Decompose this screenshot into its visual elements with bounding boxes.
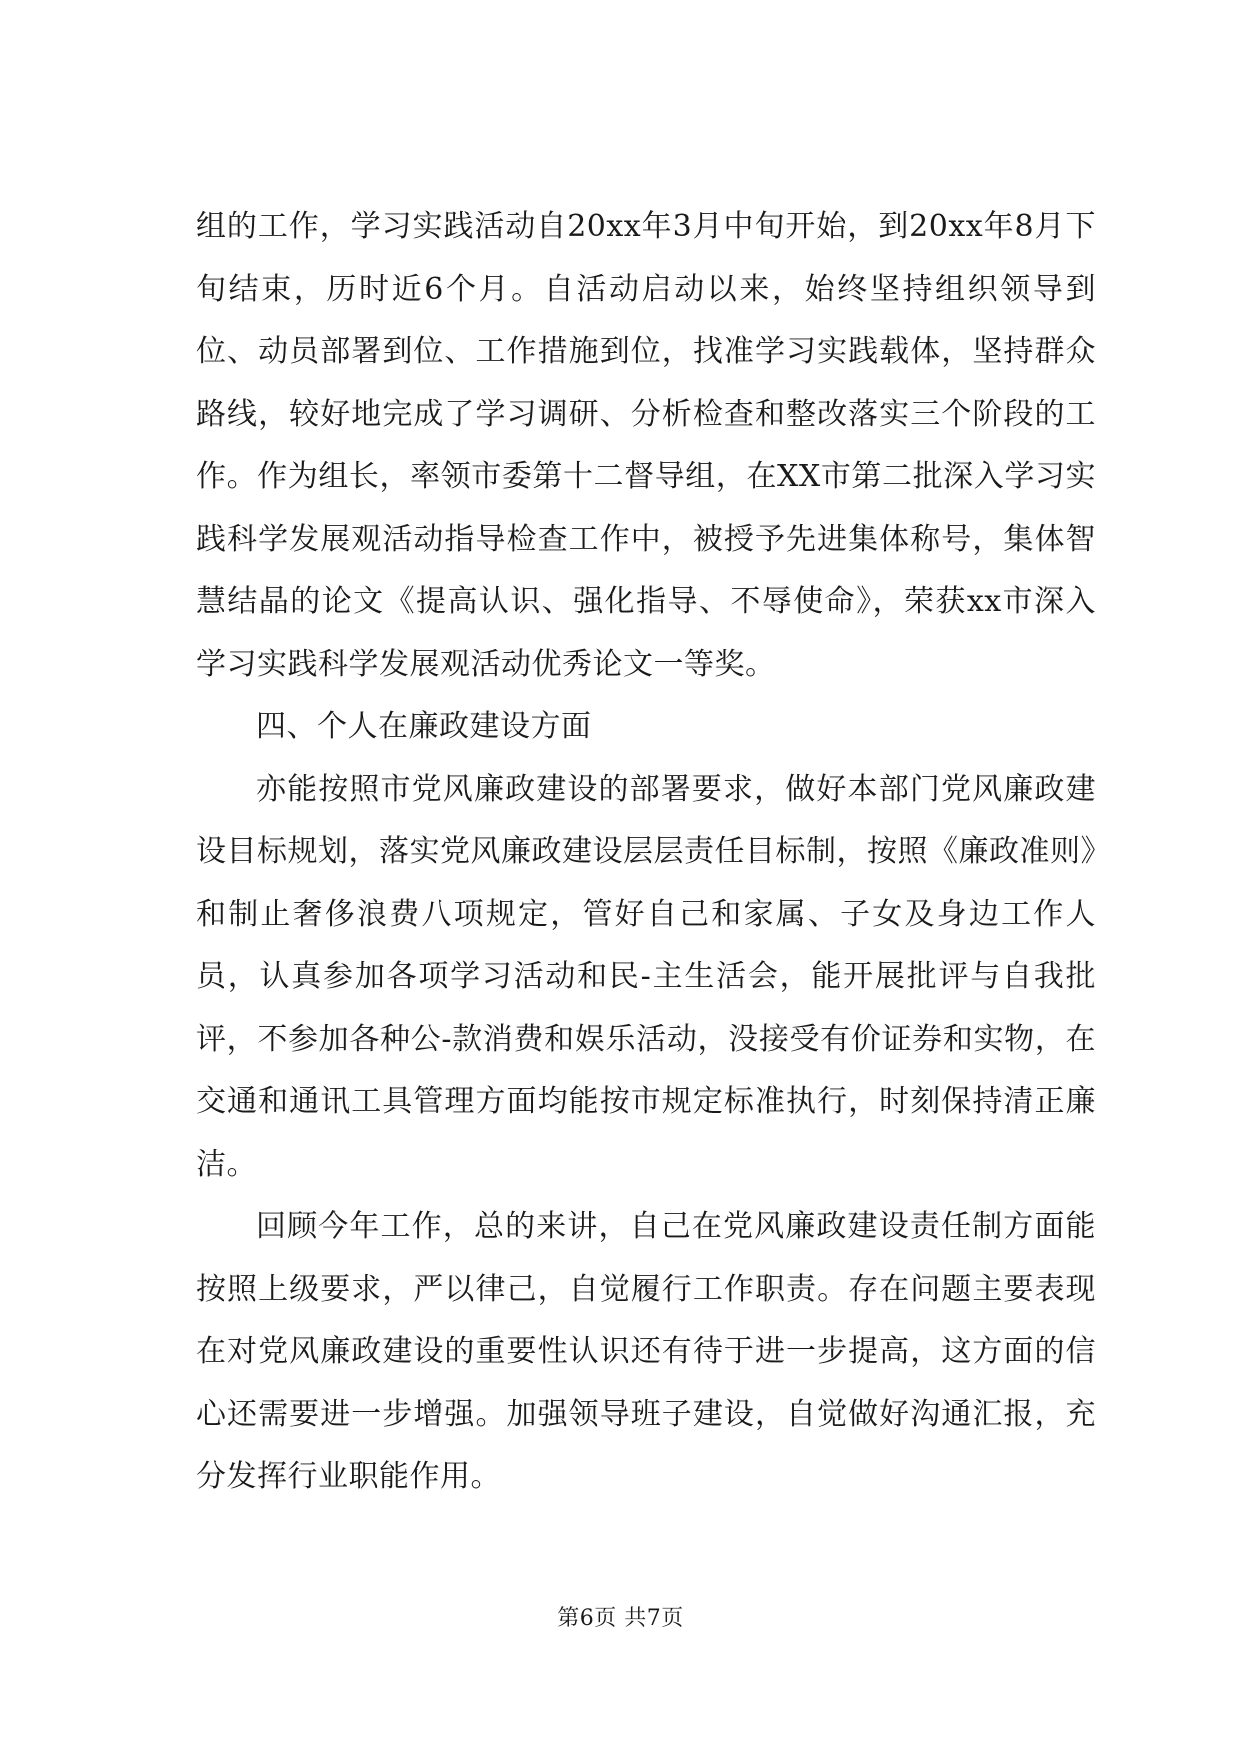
section-heading: 四、个人在廉政建设方面 [256,709,592,744]
paragraph-review: 回顾今年工作，总的来讲，自己在党风廉政建设责任制方面能按照上级要求，严以律己，自觉履行工作职责。存在问题主要表现在对党风廉政建设的重要性认识还有待于进一步提高，这方面的信心还需要进一步增强。加强领导班子建设，自觉做好沟通汇报，充分发挥行业职能作用。 [196,1209,1096,1494]
page-number-footer: 第6页 共7页 [557,1606,684,1631]
paragraph-integrity: 亦能按照市党风廉政建设的部署要求，做好本部门党风廉政建设目标规划，落实党风廉政建设层层责任目标制，按照《廉政准则》和制止奢侈浪费八项规定，管好自己和家属、子女及身边工作人员，认真参加各项学习活动和民-主生活会，能开展批评与自我批评，不参加各种公-款消费和娱乐活动，没接受有价证券和实物，在交通和通讯工具管理方面均能按市规定标准执行，时刻保持清正廉洁。 [196,771,1096,1182]
document-body [196,196,1096,1509]
paragraph-continuation: 组的工作，学习实践活动自20xx年3月中旬开始，到20xx年8月下旬结束，历时近6个月。自活动启动以来，始终坚持组织领导到位、动员部署到位、工作措施到位，找准学习实践载体，坚持群众路线，较好地完成了学习调研、分析检查和整改落实三个阶段的工作。作为组长，率领市委第十二督导组，在XX市第二批深入学习实践科学发展观活动指导检查工作中，被授予先进集体称号，集体智慧结晶的论文《提高认识、强化指导、不辱使命》，荣获xx市深入学习实践科学发展观活动优秀论文一等奖。 [196,209,1096,682]
